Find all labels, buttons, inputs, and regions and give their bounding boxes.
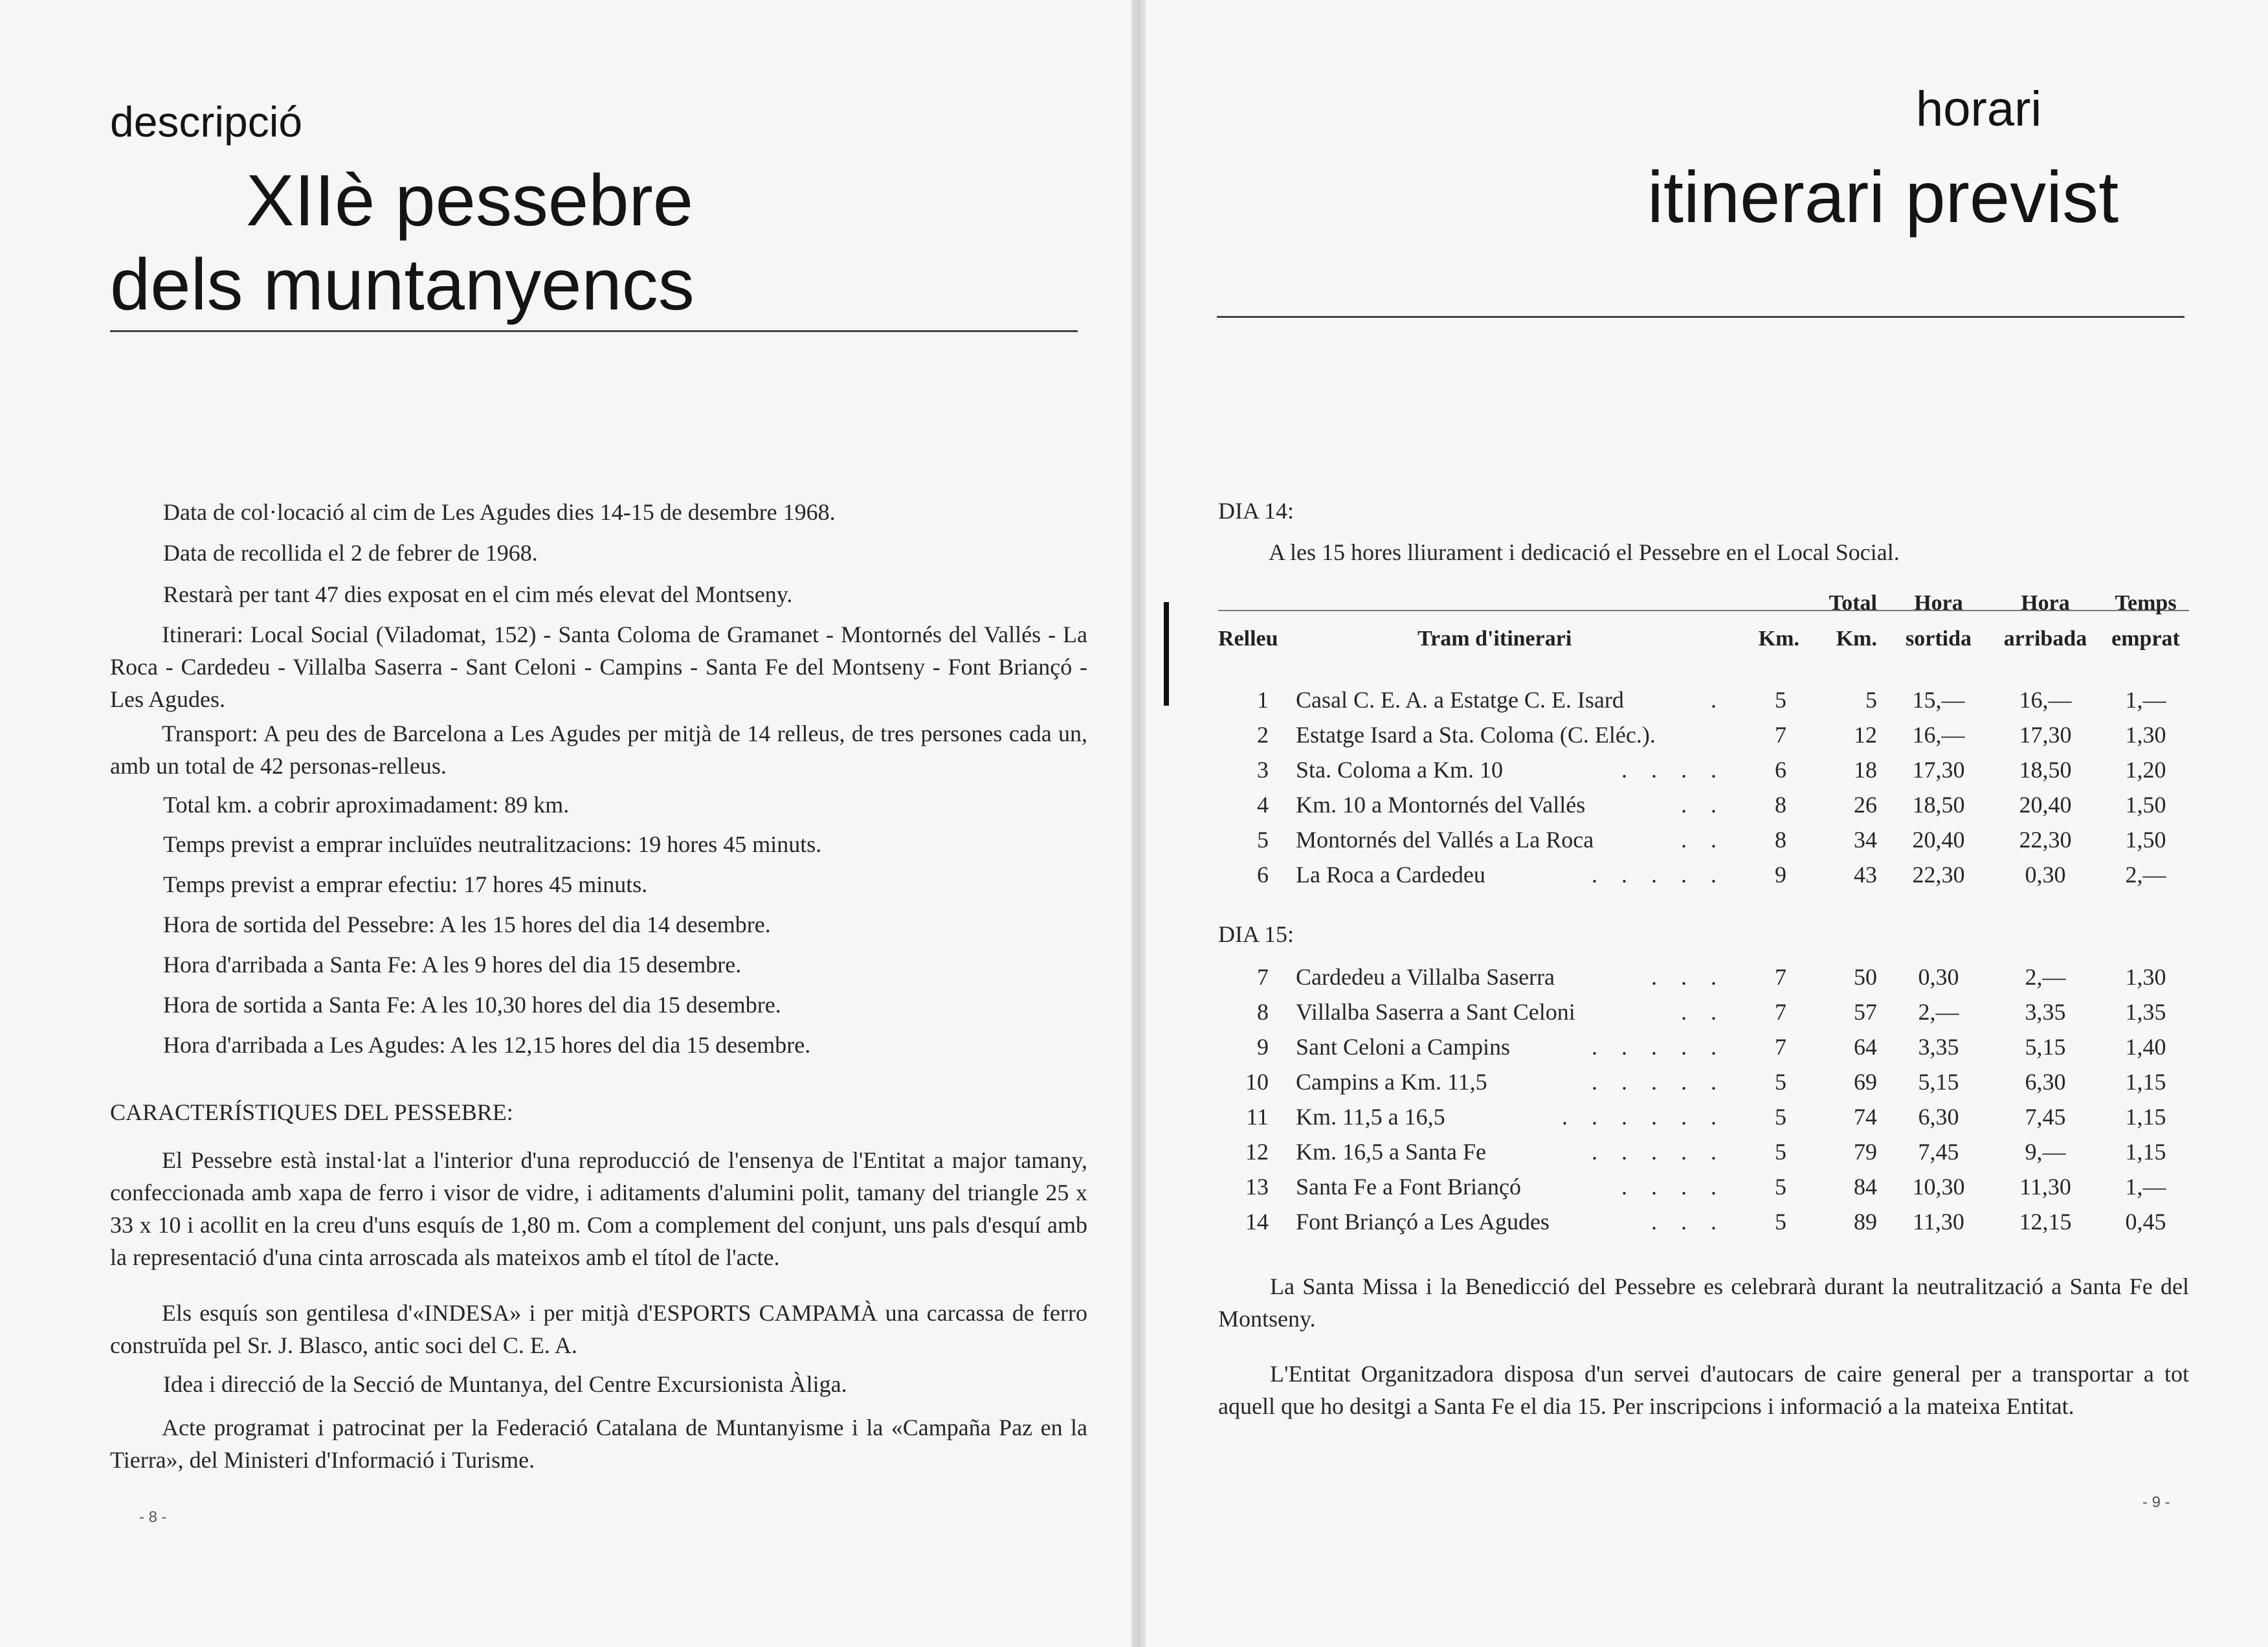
cell-total: 50: [1854, 964, 1877, 990]
cell-n: 14: [1245, 1209, 1269, 1235]
cell-arribada: 22,30: [2019, 827, 2072, 853]
col-sortida-1: Hora: [1914, 591, 1963, 615]
col-relleu: Relleu: [1218, 627, 1278, 651]
cell-total: 64: [1854, 1034, 1877, 1060]
note-text: L'Entitat Organitzadora disposa d'un servei d'autocars de caire general per a transportar a tot aquell que ho desitgi a Santa Fe el dia 15. Per inscripcions i informació a la mateixa Entitat.: [1218, 1361, 2189, 1419]
cell-temps: 1,—: [2125, 1174, 2166, 1200]
fact-paragraph-text: Itinerari: Local Social (Viladomat, 152) - Santa Coloma de Gramanet - Montornés del Vallés - La Roca - Cardedeu - Villalba Saserra - Sant Celoni - Campins - Santa Fe del Montseny - Font Briançó - Les Agudes.: [110, 622, 1087, 712]
cell-km: 7: [1775, 999, 1786, 1025]
cell-temps: 1,30: [2125, 722, 2166, 748]
leader-dots: . .: [1681, 999, 1726, 1025]
cell-total: 84: [1854, 1174, 1877, 1200]
cell-tram: Sant Celoni a Campins: [1296, 1034, 1510, 1060]
cell-sortida: 20,40: [1912, 827, 1965, 853]
cell-sortida: 18,50: [1912, 792, 1965, 818]
cell-tram: Estatge Isard a Sta. Coloma (C. Eléc.).: [1296, 722, 1656, 748]
right-header-rule: [1217, 316, 2185, 318]
cell-temps: 1,50: [2125, 827, 2166, 853]
cell-tram: Km. 10 a Montornés del Vallés: [1296, 792, 1586, 818]
cell-sortida: 5,15: [1918, 1069, 1959, 1095]
characteristic-paragraph: [110, 1297, 1087, 1361]
day15-label: DIA 15:: [1218, 921, 1294, 947]
cell-temps: 1,30: [2125, 964, 2166, 990]
cell-km: 7: [1775, 964, 1786, 990]
cell-temps: 1,35: [2125, 999, 2166, 1025]
cell-tram: Santa Fe a Font Briançó: [1296, 1174, 1521, 1200]
cell-n: 5: [1257, 827, 1269, 853]
leader-dots: . . . . .: [1592, 1069, 1726, 1095]
cell-arribada: 17,30: [2019, 722, 2072, 748]
fact-line: Total km. a cobrir aproximadament: 89 km.: [163, 792, 570, 818]
cell-tram: Villalba Saserra a Sant Celoni: [1296, 999, 1575, 1025]
cell-n: 1: [1257, 687, 1269, 713]
cell-arribada: 0,30: [2025, 862, 2066, 888]
cell-total: 74: [1854, 1104, 1877, 1130]
cell-total: 34: [1854, 827, 1877, 853]
cell-km: 7: [1775, 1034, 1786, 1060]
cell-arribada: 5,15: [2025, 1034, 2066, 1060]
leader-dots: . . .: [1651, 1209, 1726, 1235]
cell-total: 5: [1865, 687, 1877, 713]
cell-arribada: 7,45: [2025, 1104, 2066, 1130]
cell-tram: La Roca a Cardedeu: [1296, 862, 1485, 888]
staple-top: [1164, 602, 1169, 660]
cell-arribada: 18,50: [2019, 757, 2072, 783]
cell-arribada: 9,—: [2025, 1139, 2066, 1165]
cell-n: 7: [1257, 964, 1269, 990]
cell-sortida: 17,30: [1912, 757, 1965, 783]
fact-line: Data de recollida el 2 de febrer de 1968.: [163, 540, 538, 566]
cell-km: 7: [1775, 722, 1786, 748]
cell-total: 43: [1854, 862, 1877, 888]
leader-dots: .: [1711, 687, 1726, 713]
cell-total: 57: [1854, 999, 1877, 1025]
staple-bottom: [1164, 660, 1169, 706]
cell-km: 9: [1775, 862, 1786, 888]
col-temps-1: Temps: [2115, 591, 2177, 615]
cell-sortida: 2,—: [1918, 999, 1959, 1025]
cell-sortida: 15,—: [1912, 687, 1965, 713]
cell-n: 6: [1257, 862, 1269, 888]
cell-tram: Cardedeu a Villalba Saserra: [1296, 964, 1555, 990]
fact-paragraph: [110, 717, 1087, 782]
characteristic-text: El Pessebre està instal·lat a l'interior d'una reproducció de l'ensenya de l'Entitat a major tamany, confeccionada amb xapa de ferro i visor de vidre, i aditaments d'alumini polit, tamany del triangle 25 x 33 x 10 i acollit en la creu d'uns esquís de 1,80 m. Com a complement del conjunt, uns pals d'esquí amb la representació d'una cinta arroscada als mateixos amb el títol de l'acte.: [110, 1147, 1087, 1270]
note-paragraph: [1218, 1358, 2189, 1422]
col-arribada-1: Hora: [2021, 591, 2070, 615]
cell-km: 5: [1775, 1209, 1786, 1235]
cell-arribada: 2,—: [2025, 964, 2066, 990]
characteristic-text: Acte programat i patrocinat per la Federació Catalana de Muntanyisme i la «Campaña Paz en la Tierra», del Ministeri d'Informació i Turisme.: [110, 1415, 1087, 1473]
fact-paragraph: [110, 618, 1087, 715]
left-header-small: descripció: [110, 98, 303, 146]
cell-n: 11: [1246, 1104, 1269, 1130]
cell-n: 9: [1257, 1034, 1269, 1060]
col-total-1: Total: [1829, 591, 1877, 615]
cell-temps: 1,15: [2125, 1139, 2166, 1165]
cell-arribada: 16,—: [2019, 687, 2072, 713]
cell-temps: 1,20: [2125, 757, 2166, 783]
cell-km: 5: [1775, 1069, 1786, 1095]
cell-tram: Montornés del Vallés a La Roca: [1296, 827, 1594, 853]
cell-temps: 2,—: [2125, 862, 2166, 888]
cell-n: 4: [1257, 792, 1269, 818]
col-sortida-2: sortida: [1906, 627, 1972, 651]
cell-tram: Km. 16,5 a Santa Fe: [1296, 1139, 1486, 1165]
cell-tram: Sta. Coloma a Km. 10: [1296, 757, 1503, 783]
leader-dots: . . .: [1651, 964, 1726, 990]
col-arribada-2: arribada: [2003, 627, 2087, 651]
col-tram: Tram d'itinerari: [1418, 627, 1572, 651]
cell-sortida: 11,30: [1913, 1209, 1964, 1235]
leader-dots: . . . . .: [1592, 1034, 1726, 1060]
left-header-title-2: dels muntanyencs: [110, 244, 695, 325]
fact-line: Hora d'arribada a Santa Fe: A les 9 hores del dia 15 desembre.: [163, 952, 742, 978]
note-text: La Santa Missa i la Benedicció del Pessebre es celebrarà durant la neutralització a Santa Fe del Montseny.: [1218, 1273, 2189, 1332]
cell-sortida: 6,30: [1918, 1104, 1959, 1130]
cell-temps: 1,40: [2125, 1034, 2166, 1060]
cell-km: 8: [1775, 792, 1786, 818]
cell-km: 6: [1775, 757, 1786, 783]
cell-km: 8: [1775, 827, 1786, 853]
cell-arribada: 3,35: [2025, 999, 2066, 1025]
cell-total: 12: [1854, 722, 1877, 748]
cell-km: 5: [1775, 1104, 1786, 1130]
cell-total: 79: [1854, 1139, 1877, 1165]
left-header-rule: [110, 330, 1078, 332]
cell-n: 3: [1257, 757, 1269, 783]
cell-km: 5: [1775, 687, 1786, 713]
cell-arribada: 12,15: [2019, 1209, 2072, 1235]
cell-tram: Casal C. E. A. a Estatge C. E. Isard: [1296, 687, 1624, 713]
cell-n: 12: [1245, 1139, 1269, 1165]
right-page-number: - 9 -: [2142, 1494, 2170, 1511]
characteristic-paragraph: [110, 1144, 1087, 1273]
cell-n: 13: [1245, 1174, 1269, 1200]
cell-sortida: 10,30: [1912, 1174, 1965, 1200]
cell-total: 18: [1854, 757, 1877, 783]
col-temps-2: emprat: [2111, 627, 2180, 651]
cell-temps: 1,15: [2125, 1104, 2166, 1130]
day14-note: A les 15 hores lliurament i dedicació el Pessebre en el Local Social.: [1269, 539, 1900, 565]
cell-temps: 1,15: [2125, 1069, 2166, 1095]
cell-n: 2: [1257, 722, 1269, 748]
cell-tram: Font Briançó a Les Agudes: [1296, 1209, 1550, 1235]
day14-label: DIA 14:: [1218, 498, 1294, 524]
fact-paragraph-text: Transport: A peu des de Barcelona a Les Agudes per mitjà de 14 relleus, de tres persones cada un, amb un total de 42 personas-relleus.: [110, 721, 1087, 779]
leader-dots: . .: [1681, 827, 1726, 853]
cell-arribada: 20,40: [2019, 792, 2072, 818]
cell-sortida: 7,45: [1918, 1139, 1959, 1165]
leader-dots: . .: [1681, 792, 1726, 818]
cell-total: 69: [1854, 1069, 1877, 1095]
cell-tram: Campins a Km. 11,5: [1296, 1069, 1487, 1095]
left-header-title-1: XIIè pessebre: [246, 160, 694, 241]
characteristic-paragraph: [110, 1411, 1087, 1476]
fact-line: Temps previst a emprar incluïdes neutralitzacions: 19 hores 45 minuts.: [163, 831, 822, 857]
cell-temps: 0,45: [2125, 1209, 2166, 1235]
leader-dots: . . . .: [1621, 1174, 1726, 1200]
fact-line: Temps previst a emprar efectiu: 17 hores 45 minuts.: [163, 871, 648, 897]
cell-arribada: 11,30: [2019, 1174, 2071, 1200]
fact-line: Hora d'arribada a Les Agudes: A les 12,15 hores del dia 15 desembre.: [163, 1032, 811, 1058]
cell-sortida: 3,35: [1918, 1034, 1959, 1060]
col-total-2: Km.: [1836, 627, 1877, 651]
cell-total: 89: [1854, 1209, 1877, 1235]
fact-line: Hora de sortida del Pessebre: A les 15 hores del dia 14 desembre.: [163, 912, 771, 937]
cell-total: 26: [1854, 792, 1877, 818]
characteristic-line: Idea i direcció de la Secció de Muntanya, del Centre Excursionista Àliga.: [163, 1371, 847, 1397]
fact-line: Data de col·locació al cim de Les Agudes dies 14-15 de desembre 1968.: [163, 499, 836, 525]
section-title: CARACTERÍSTIQUES DEL PESSEBRE:: [110, 1099, 513, 1125]
cell-sortida: 16,—: [1912, 722, 1965, 748]
cell-km: 5: [1775, 1139, 1786, 1165]
right-header-title: itinerari previst: [1647, 157, 2119, 238]
cell-n: 10: [1245, 1069, 1269, 1095]
cell-sortida: 0,30: [1918, 964, 1959, 990]
page-gutter: [1131, 0, 1146, 1647]
left-page-number: - 8 -: [139, 1508, 167, 1526]
cell-temps: 1,50: [2125, 792, 2166, 818]
cell-km: 5: [1775, 1174, 1786, 1200]
characteristic-text: Els esquís son gentilesa d'«INDESA» i per mitjà d'ESPORTS CAMPAMÀ una carcassa de ferro construïda pel Sr. J. Blasco, antic soci del C. E. A.: [110, 1300, 1087, 1358]
fact-line: Hora de sortida a Santa Fe: A les 10,30 hores del dia 15 desembre.: [163, 992, 781, 1018]
cell-n: 8: [1257, 999, 1269, 1025]
cell-arribada: 6,30: [2025, 1069, 2066, 1095]
leader-dots: . . . . .: [1592, 1139, 1726, 1165]
fact-line: Restarà per tant 47 dies exposat en el cim més elevat del Montseny.: [163, 581, 793, 607]
col-km: Km.: [1758, 627, 1799, 651]
leader-dots: . . . .: [1621, 757, 1726, 783]
note-paragraph: [1218, 1270, 2189, 1335]
cell-tram: Km. 11,5 a 16,5: [1296, 1104, 1445, 1130]
right-header-small: horari: [1916, 82, 2042, 137]
cell-temps: 1,—: [2125, 687, 2166, 713]
cell-sortida: 22,30: [1912, 862, 1965, 888]
leader-dots: . . . . .: [1592, 862, 1726, 888]
leader-dots: . . . . . .: [1562, 1104, 1726, 1130]
